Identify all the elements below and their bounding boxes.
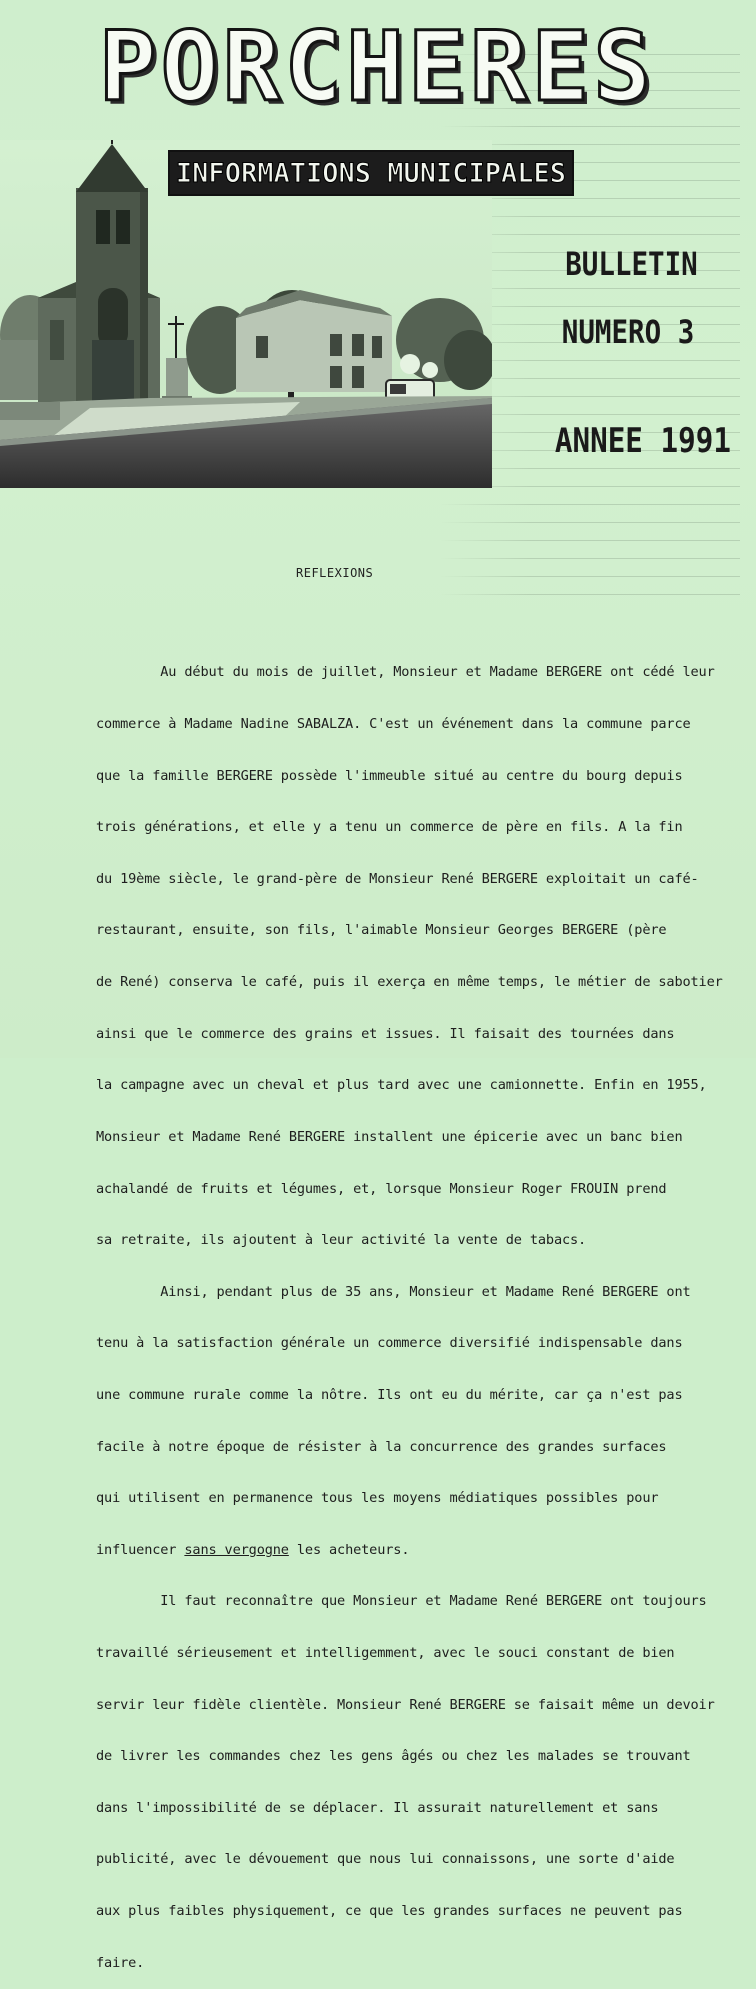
article-line: la campagne avec un cheval et plus tard avec une camionnette. Enfin en 1955, xyxy=(96,1077,707,1094)
article-line: travaillé sérieusement et intelligemment, avec le souci constant de bien xyxy=(96,1644,675,1661)
issue-number: NUMERO 3 xyxy=(561,313,695,351)
article-line: sa retraite, ils ajoutent à leur activité la vente de tabacs. xyxy=(96,1232,587,1249)
article-line: que la famille BERGERE possède l'immeuble situé au centre du bourg depuis xyxy=(96,767,683,784)
article-line: tenu à la satisfaction générale un commerce diversifié indispensable dans xyxy=(96,1335,683,1352)
article-line: Au début du mois de juillet, Monsieur et Madame BERGERE ont cédé leur xyxy=(96,664,715,681)
subtitle-banner xyxy=(168,150,574,196)
article-line: servir leur fidèle clientèle. Monsieur René BERGERE se faisait même un devoir xyxy=(96,1696,715,1713)
article-line: de René) conserva le café, puis il exerça en même temps, le métier de sabotier xyxy=(96,974,723,991)
article-line: du 19ème siècle, le grand-père de Monsieur René BERGERE exploitait un café- xyxy=(96,870,699,887)
issue-year: ANNEE 1991 xyxy=(554,421,731,461)
underlined-text: sans vergogne xyxy=(184,1541,289,1558)
article-line: une commune rurale comme la nôtre. Ils ont eu du mérite, car ça n'est pas xyxy=(96,1386,683,1403)
article-line-underlined xyxy=(96,1542,656,1559)
article-line: aux plus faibles physiquement, ce que les grandes surfaces ne peuvent pas xyxy=(96,1903,683,1920)
article-line: restaurant, ensuite, son fils, l'aimable Monsieur Georges BERGERE (père xyxy=(96,922,667,939)
article-line: faire. xyxy=(96,1954,145,1971)
article-title: REFLEXIONS xyxy=(296,566,374,580)
article-line: Ainsi, pendant plus de 35 ans, Monsieur et Madame René BERGERE ont xyxy=(96,1283,691,1300)
article-line: trois générations, et elle y a tenu un commerce de père en fils. A la fin xyxy=(96,819,683,836)
article-line: qui utilisent en permanence tous les moyens médiatiques possibles pour xyxy=(96,1490,659,1507)
article-line: Monsieur et Madame René BERGERE installent une épicerie avec un banc bien xyxy=(96,1128,683,1145)
masthead-title: PORCHERES xyxy=(98,11,656,123)
issue-bulletin: BULLETIN xyxy=(565,245,698,283)
article-line: publicité, avec le dévouement que nous lui connaissons, une sorte d'aide xyxy=(96,1851,675,1868)
article-line: achalandé de fruits et légumes, et, lorsque Monsieur Roger FROUIN prend xyxy=(96,1180,667,1197)
article-line: dans l'impossibilité de se déplacer. Il assurait naturellement et sans xyxy=(96,1799,659,1816)
article-line: ainsi que le commerce des grains et issues. Il faisait des tournées dans xyxy=(96,1025,675,1042)
text-before: influencer xyxy=(96,1541,185,1558)
article-body xyxy=(96,630,723,1989)
text-after: les acheteurs. xyxy=(288,1541,410,1558)
article-line: commerce à Madame Nadine SABALZA. C'est un événement dans la commune parce xyxy=(96,716,691,733)
article-line: de livrer les commandes chez les gens âgés ou chez les malades se trouvant xyxy=(96,1748,691,1765)
article-line: Il faut reconnaître que Monsieur et Madame René BERGERE ont toujours xyxy=(96,1593,707,1610)
banner-text: INFORMATIONS MUNICIPALES xyxy=(175,157,567,189)
article-line: facile à notre époque de résister à la concurrence des grandes surfaces xyxy=(96,1438,667,1455)
